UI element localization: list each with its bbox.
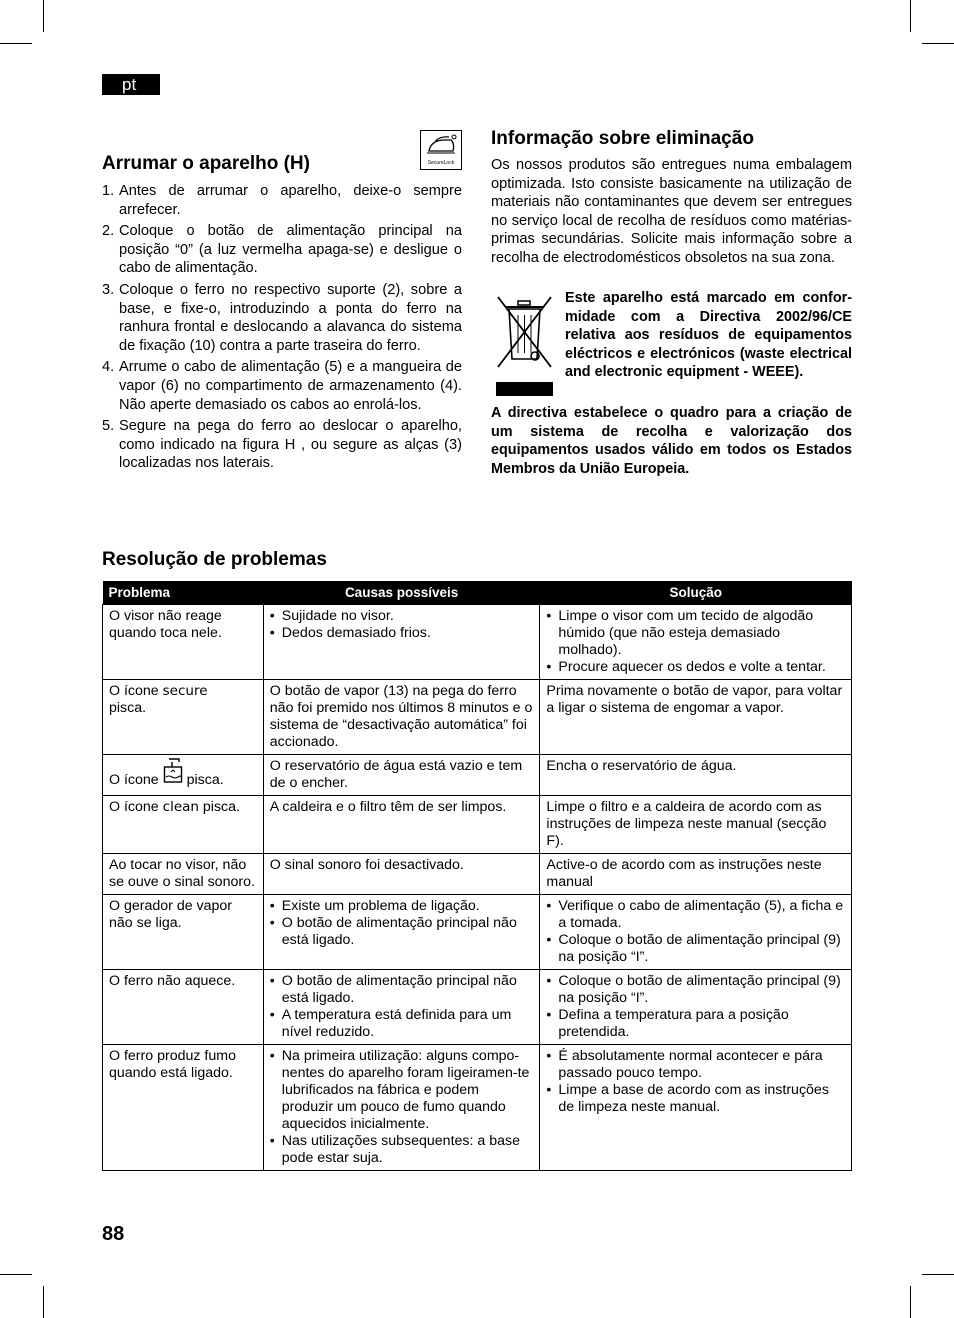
crop-mark: [922, 43, 954, 44]
disposal-intro: Os nossos produtos são entregues numa embalagem optimizada. Isto consiste basicamente na utilização de materiais não contaminantes que devem ser entregues no serviço local de recolha de resíduos como matérias-primas secundárias. Solicite mais informação sobre a recolha de electrodomésticos obsoletos na sua zona.: [491, 157, 852, 266]
problem-cell: O ícone pisca.: [103, 755, 264, 796]
solution-cell: Prima novamente o botão de vapor, para voltar a ligar o sistema de engomar a vapor.: [540, 680, 852, 755]
clean-label: clean: [162, 799, 199, 815]
list-item: 2. Coloque o botão de alimentação principal na posição “0” (a luz vermelha apaga-se) e desligue o cabo de alimentação.: [102, 223, 462, 277]
causes-cell: [263, 605, 540, 680]
problem-cell: O gerador de vapor não se liga.: [103, 895, 264, 970]
page-number: 88: [102, 1223, 125, 1245]
table-row: [103, 1045, 852, 1171]
secure-label: secure: [162, 683, 208, 699]
list-item: 3. Coloque o ferro no respectivo suporte (2), sobre a base, e fixe-o, introduzindo a ponta do ferro na ranhura frontal e deslocando a alavanca do sistema de fixação (10) contra a parte traseira do ferro.: [102, 281, 462, 354]
list-item: • Verifique o cabo de alimentação (5), a ficha e a tomada.: [546, 898, 845, 932]
solution-cell: Encha o reservatório de água.: [540, 755, 852, 796]
causes-cell: O reservatório de água está vazio e tem de o encher.: [263, 755, 540, 796]
table-row: [103, 854, 852, 895]
table-row: [103, 970, 852, 1045]
table-header-row: [103, 581, 852, 605]
svg-text:SecureLock: SecureLock: [427, 160, 455, 166]
crop-mark: [43, 1286, 44, 1318]
solution-cell: [540, 970, 852, 1045]
crop-mark: [910, 1286, 911, 1318]
crop-mark: [922, 1274, 954, 1275]
table-row: [103, 796, 852, 854]
list-item: • Coloque o botão de alimentação principal (9) na posição “I”.: [546, 932, 845, 966]
storage-steps: [102, 182, 462, 473]
language-tab: pt: [102, 74, 160, 95]
problem-cell: O ferro não aquece.: [103, 970, 264, 1045]
solution-cell: Limpe o filtro e a caldeira de acordo com as instruções de limpeza neste manual (secção F).: [540, 796, 852, 854]
crop-mark: [910, 0, 911, 32]
list-item: 1. Antes de arrumar o aparelho, deixe-o sempre arrefecer.: [102, 183, 462, 218]
solution-cell: Active-o de acordo com as instruções neste manual: [540, 854, 852, 895]
crossed-bin-icon: [496, 293, 553, 398]
causes-cell: A caldeira e o filtro têm de ser limpos.: [263, 796, 540, 854]
list-item: • Sujidade no visor.: [270, 608, 534, 625]
list-item: • Existe um problema de ligação.: [270, 898, 534, 915]
solution-cell: [540, 895, 852, 970]
list-item: • Dedos demasiado frios.: [270, 625, 534, 642]
list-item: • Limpe a base de acordo com as instruções de limpeza neste manual.: [546, 1082, 845, 1116]
causes-cell: [263, 895, 540, 970]
troubleshooting-table: [102, 581, 852, 1171]
weee-notice: Este aparelho está marcado em confor-midade com a Directiva 2002/96/CE relativa aos resíduos de equipamentos eléctricos e electrónicos (waste electrical and electronic equipment - WEEE).: [565, 290, 852, 381]
causes-cell: O sinal sonoro foi desactivado.: [263, 854, 540, 895]
problem-cell: O ícone clean pisca.: [103, 796, 264, 854]
storage-steps-column: [102, 182, 462, 476]
solution-cell: [540, 605, 852, 680]
solution-cell: [540, 1045, 852, 1171]
column-header-problem: Problema: [103, 581, 264, 605]
list-item: • Defina a temperatura para a posição pretendida.: [546, 1007, 845, 1041]
crop-mark: [43, 0, 44, 32]
table-row: [103, 895, 852, 970]
column-header-causes: Causas possíveis: [263, 581, 540, 605]
list-item: • Nas utilizações subsequentes: a base pode estar suja.: [270, 1133, 534, 1167]
list-item: 5. Segure na pega do ferro ao deslocar o aparelho, como indicado na figura H , ou segure as alças (3) localizadas nos laterais.: [102, 418, 462, 472]
crop-mark: [0, 1274, 32, 1275]
table-row: [103, 680, 852, 755]
problem-cell: Ao tocar no visor, não se ouve o sinal sonoro.: [103, 854, 264, 895]
causes-cell: [263, 1045, 540, 1171]
causes-cell: O botão de vapor (13) na pega do ferro não foi premido nos últimos 8 minutos e o sistema de “desactivação automática” foi accionado.: [263, 680, 540, 755]
section-title-storage: Arrumar o aparelho (H): [102, 153, 310, 174]
list-item: • Procure aquecer os dedos e volte a tentar.: [546, 659, 845, 676]
table-row: [103, 755, 852, 796]
section-title-troubleshooting: Resolução de problemas: [102, 549, 327, 570]
directive-notice: A directiva estabelece o quadro para a criação de um sistema de recolha e valorização dos equipamentos usados válido em todos os Estados Membros da União Europeia.: [491, 405, 852, 477]
list-item: 4. Arrume o cabo de alimentação (5) e a mangueira de vapor (6) no compartimento de armazenamento (4). Não aperte demasiado os cabos ao enrolá-los.: [102, 359, 462, 413]
problem-cell: O ícone secure pisca.: [103, 680, 264, 755]
crop-mark: [0, 43, 32, 44]
section-title-disposal: Informação sobre eliminação: [491, 128, 754, 149]
securelock-icon: [420, 130, 462, 170]
list-item: • O botão de alimentação principal não está ligado.: [270, 973, 534, 1007]
list-item: • O botão de alimentação principal não está ligado.: [270, 915, 534, 949]
list-item: • É absolutamente normal acontecer e pára passado pouco tempo.: [546, 1048, 845, 1082]
list-item: • A temperatura está definida para um nível reduzido.: [270, 1007, 534, 1041]
column-header-solution: Solução: [540, 581, 852, 605]
list-item: • Limpe o visor com um tecido de algodão húmido (que não esteja demasiado molhado).: [546, 608, 845, 659]
causes-cell: [263, 970, 540, 1045]
problem-cell: O visor não reage quando toca nele.: [103, 605, 264, 680]
table-row: [103, 605, 852, 680]
list-item: • Na primeira utilização: alguns compo-nentes do aparelho foram ligeiramen-te lubrificados na fábrica e podem produzir um pouco de fumo quando aquecidos inicialmente.: [270, 1048, 534, 1133]
water-tank-icon: [163, 758, 183, 789]
list-item: • Coloque o botão de alimentação principal (9) na posição “I”.: [546, 973, 845, 1007]
problem-cell: O ferro produz fumo quando está ligado.: [103, 1045, 264, 1171]
